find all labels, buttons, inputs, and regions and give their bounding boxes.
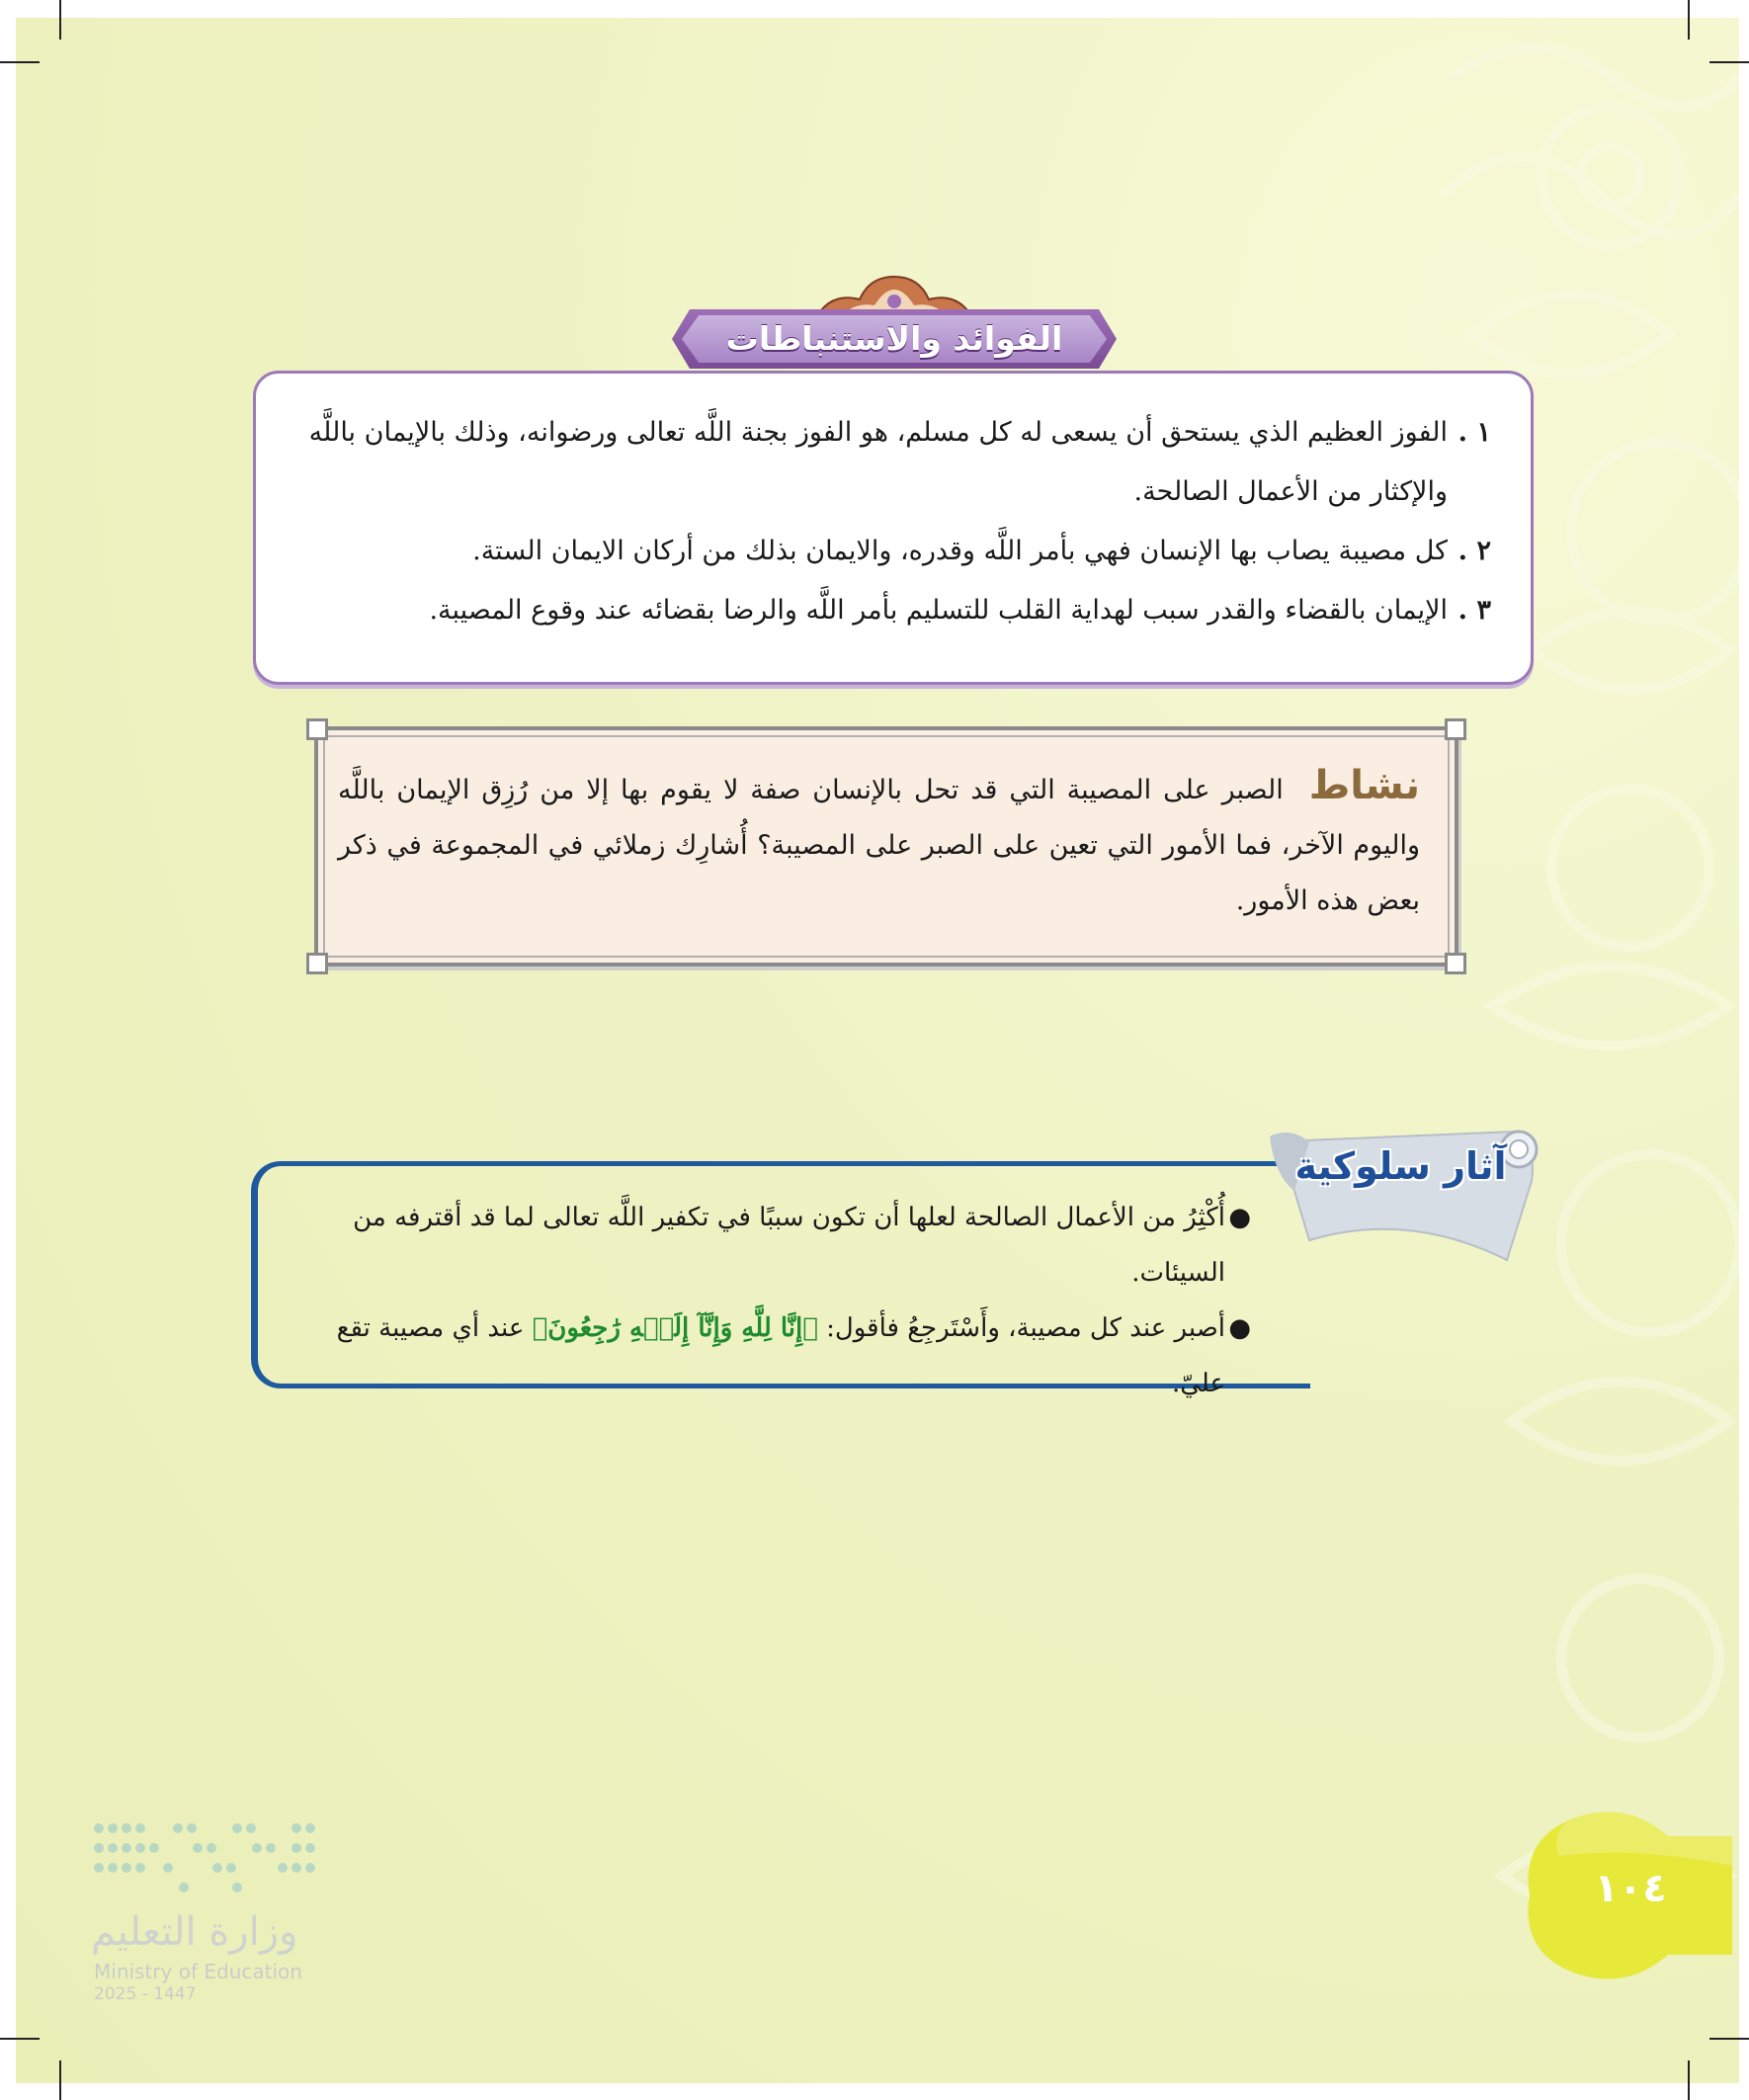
scroll-ribbon-icon [1250, 1122, 1546, 1265]
frame-corner [306, 953, 328, 974]
item-number: ١ . [1458, 417, 1491, 448]
ministry-name-en: Ministry of Education [94, 1960, 302, 1983]
crop-mark [1709, 2038, 1749, 2040]
ministry-name-ar: وزارة التعليم [91, 1909, 298, 1955]
ministry-logo-icon [89, 1818, 316, 1902]
effect-text-before: أصبر عند كل مصيبة، وأَسْتَرجِعُ فأقول: [817, 1313, 1225, 1343]
list-item [286, 581, 1491, 640]
crop-mark [1688, 0, 1690, 40]
effects-list [258, 1166, 1310, 1411]
item-text: الفوز العظيم الذي يستحق أن يسعى له كل مسلم، هو الفوز بجنة اللَّه تعالى ورضوانه، وذلك بالإيمان باللَّه والإكثار من الأعمال الصالحة. [308, 417, 1448, 507]
frame-corner [1445, 953, 1466, 974]
bullet-icon: ● [1228, 1203, 1251, 1232]
behavioral-effects-box [251, 1161, 1310, 1398]
activity-content [338, 758, 1420, 929]
item-text: كل مصيبة يصاب بها الإنسان فهي بأمر اللَّه وقدره، والايمان بذلك من أركان الايمان الستة. [472, 536, 1448, 566]
crop-mark [59, 2060, 61, 2100]
crop-mark [1688, 2060, 1690, 2100]
crop-mark [0, 2038, 40, 2040]
effect-text: أُكْثِرُ من الأعمال الصالحة لعلها أن تكون سببًا في تكفير اللَّه تعالى لما قد أقترفه من السيئات. [353, 1203, 1225, 1288]
item-number: ٢ . [1458, 536, 1491, 566]
quran-verse: ﴿إِنَّا لِلَّهِ وَإِنَّآ إِلَيۡهِ رَٰجِعُونَ﴾ [532, 1313, 818, 1343]
frame-corner [306, 718, 328, 740]
benefits-box [253, 371, 1534, 685]
page-number: ١٠٤ [1594, 1866, 1667, 1911]
benefits-banner [672, 272, 1117, 371]
item-text: الإيمان بالقضاء والقدر سبب لهداية القلب للتسليم بأمر اللَّه والرضا بقضائه عند وقوع المصيبة. [429, 595, 1448, 626]
item-number: ٣ . [1458, 595, 1491, 626]
arabesque-ornament [1413, 18, 1739, 2083]
list-item [286, 403, 1491, 522]
effects-title: آثار سلوكية [1294, 1144, 1507, 1188]
crop-mark [1709, 61, 1749, 63]
ministry-year: 2025 - 1447 [94, 1984, 197, 2004]
activity-text: الصبر على المصيبة التي قد تحل بالإنسان صفة لا يقوم بها إلا من رُزِق الإيمان باللَّه واليوم الآخر، فما الأمور التي تعين على الصبر على المصيبة؟ أُشارِك زملائي في المجموعة في ذكر بعض هذه الأمور. [338, 775, 1420, 916]
effect-text-after: عند أي مصيبة تقع عليّ. [336, 1313, 1225, 1398]
activity-box [314, 726, 1458, 966]
crop-mark [59, 0, 61, 40]
list-item [286, 522, 1491, 581]
frame-corner [1445, 718, 1466, 740]
list-item [297, 1190, 1251, 1301]
benefits-title: الفوائد والاستنباطات [725, 319, 1063, 358]
list-item [297, 1301, 1251, 1411]
bullet-icon: ● [1228, 1313, 1251, 1343]
activity-label: نشاط [1308, 763, 1420, 808]
crop-mark [0, 61, 40, 63]
benefits-list [256, 374, 1531, 640]
